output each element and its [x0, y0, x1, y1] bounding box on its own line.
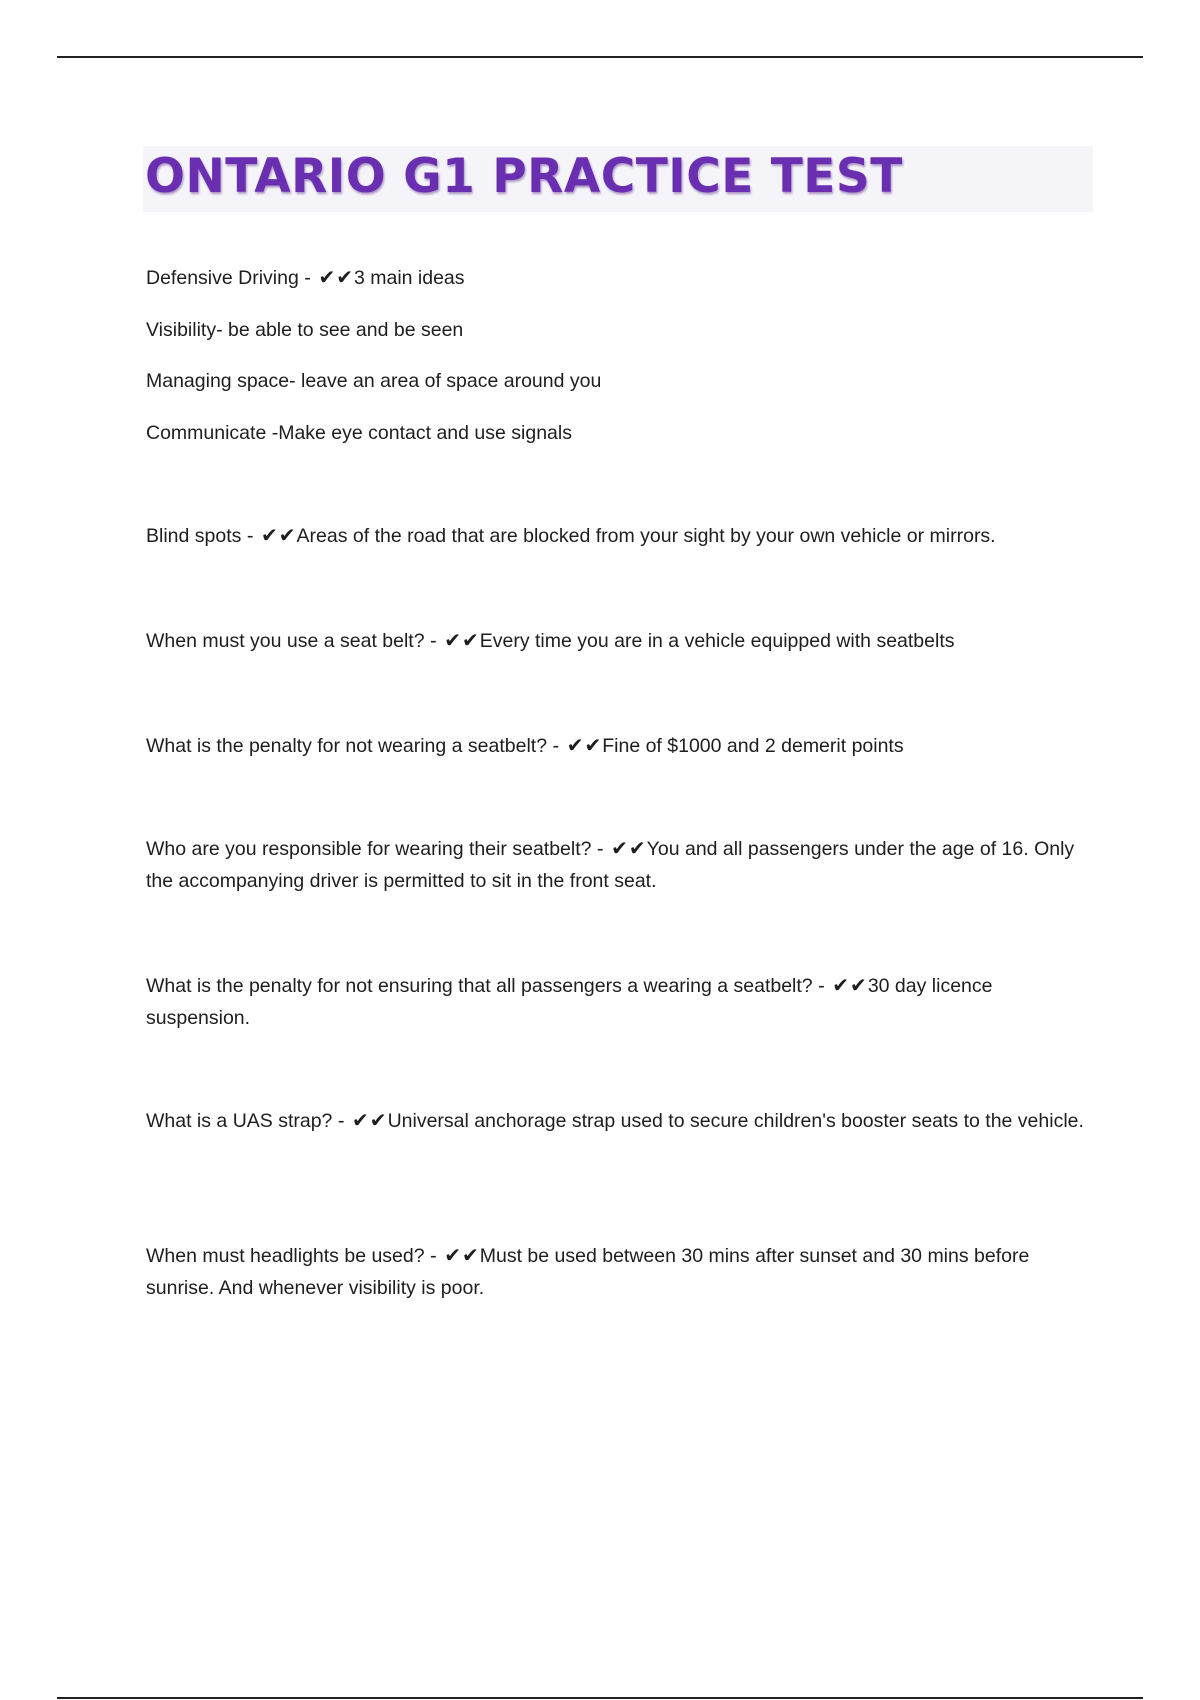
bottom-rule [57, 1697, 1143, 1699]
entry-communicate: Communicate -Make eye contact and use signals [146, 422, 572, 444]
entry-uas-strap [146, 1105, 1091, 1137]
entry-answer: 3 main ideas [353, 267, 465, 289]
entry-answer: You and all passengers under the age of 16. Only the accompanying driver is permitted to sit in the front seat. [146, 838, 1080, 892]
entry-answer: 30 day licence suspension. [146, 975, 998, 1029]
entry-term: When must you use a seat belt? [146, 630, 425, 652]
entry-answer: Universal anchorage strap used to secure children's booster seats to the vehicle. [387, 1110, 1084, 1132]
page-title: ONTARIO G1 PRACTICE TEST [145, 149, 903, 204]
entry-seat-belt-use [146, 625, 1091, 657]
entry-term: Defensive Driving [146, 267, 299, 289]
checkmark-separator: - ✔✔ [246, 525, 297, 547]
entry-term: Blind spots [146, 525, 242, 547]
entry-answer: Areas of the road that are blocked from your sight by your own vehicle or mirrors. [296, 525, 996, 547]
entry-visibility: Visibility- be able to see and be seen [146, 319, 464, 341]
checkmark-separator: - ✔✔ [337, 1110, 388, 1132]
entry-term: What is the penalty for not wearing a seatbelt? [146, 735, 548, 757]
entry-headlights [146, 1240, 1091, 1304]
top-rule [57, 56, 1143, 58]
checkmark-separator: - ✔✔ [552, 735, 603, 757]
entry-blind-spots [146, 520, 1091, 552]
entry-term: What is a UAS strap? [146, 1110, 333, 1132]
checkmark-separator: - ✔✔ [430, 630, 480, 652]
checkmark-separator: - ✔✔ [430, 1245, 480, 1267]
checkmark-separator: - ✔✔ [818, 975, 868, 997]
entry-answer: Must be used between 30 mins after sunset and 30 mins before sunrise. And whenever visibility is poor. [146, 1245, 1035, 1299]
entry-term: When must headlights be used? [146, 1245, 425, 1267]
entry-seatbelt-penalty [146, 730, 1091, 762]
entry-answer: Fine of $1000 and 2 demerit points [602, 735, 904, 757]
entry-term: Who are you responsible for wearing their seatbelt? [146, 838, 592, 860]
entry-answer: Every time you are in a vehicle equipped with seatbelts [479, 630, 955, 652]
checkmark-separator: - ✔✔ [304, 267, 354, 289]
entry-passenger-penalty [146, 970, 1091, 1034]
entry-term: What is the penalty for not ensuring that all passengers a wearing a seatbelt? [146, 975, 813, 997]
entry-seatbelt-responsibility [146, 833, 1091, 897]
entry-defensive-driving [146, 262, 1091, 294]
entry-managing-space: Managing space- leave an area of space around you [146, 370, 602, 392]
checkmark-separator: - ✔✔ [596, 838, 647, 860]
